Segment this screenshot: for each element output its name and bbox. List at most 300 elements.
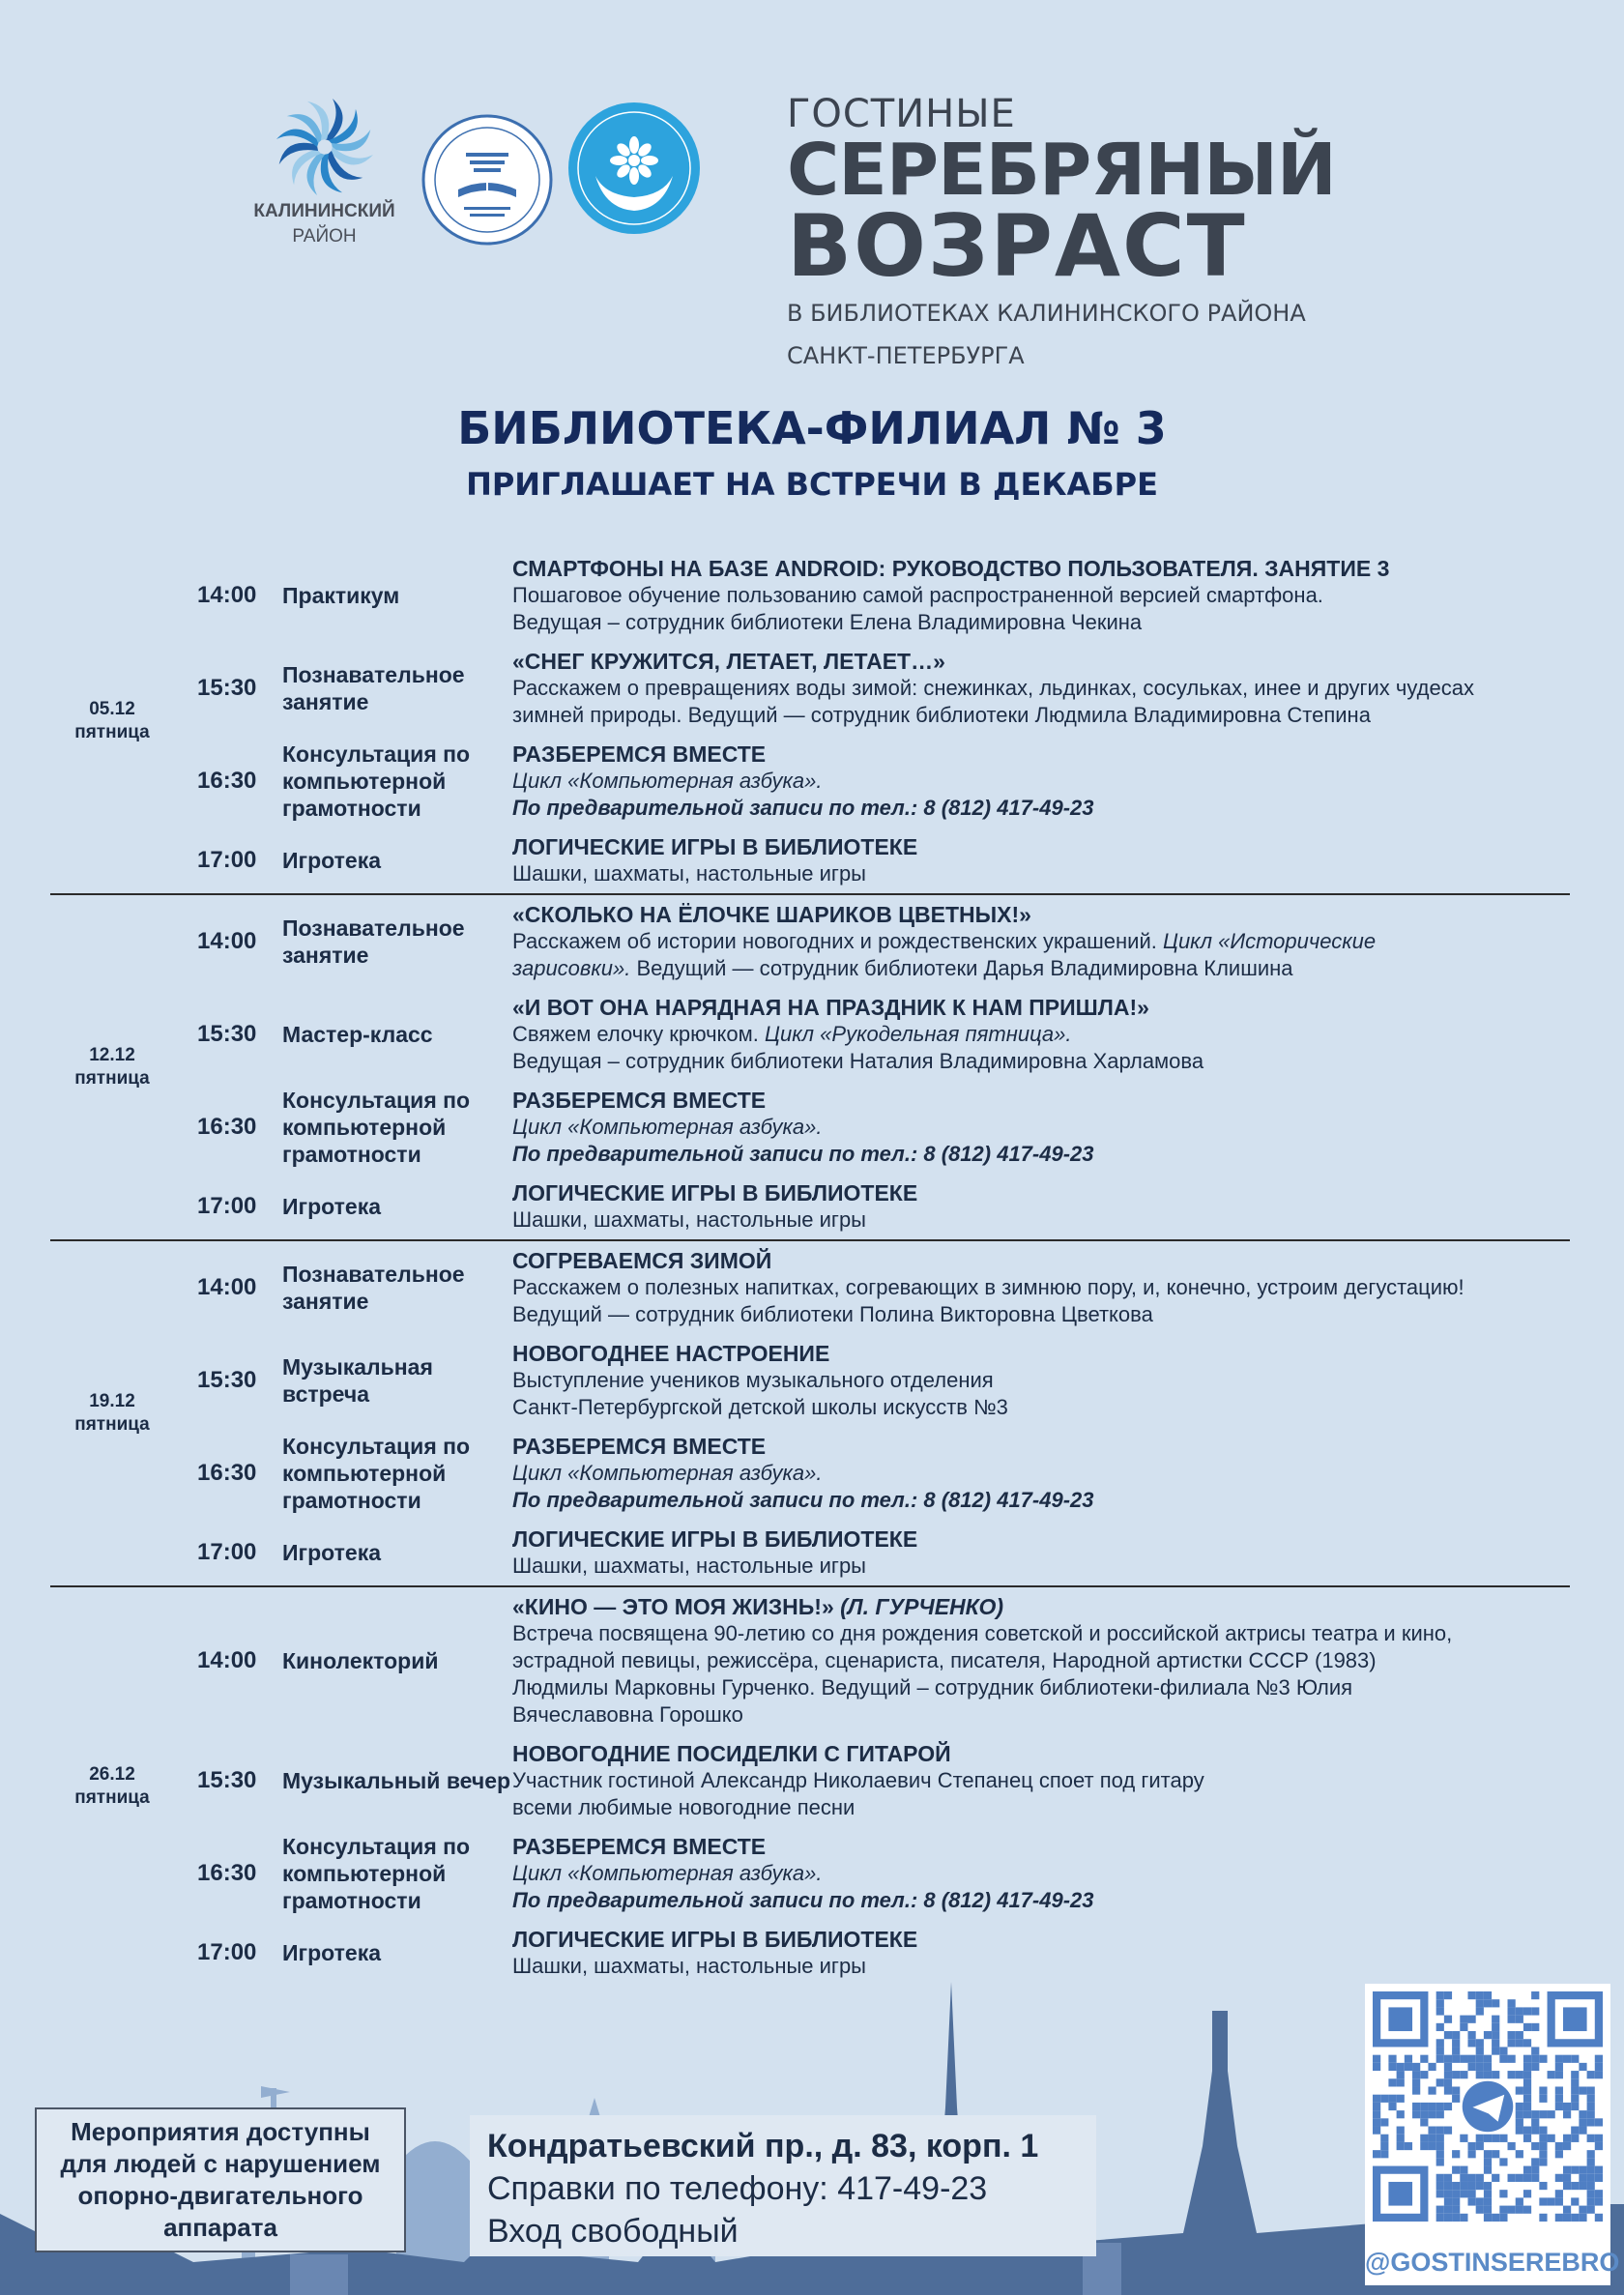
qr-module: [1436, 2103, 1444, 2110]
qr-module: [1579, 2063, 1586, 2071]
qr-module: [1563, 2135, 1571, 2142]
qr-module: [1548, 2110, 1555, 2118]
qr-module: [1388, 2078, 1396, 2086]
qr-module: [1452, 2039, 1460, 2047]
event-line-text: всеми любимые новогодние песни: [512, 1795, 856, 1819]
telegram-handle[interactable]: @GOSTINSEREBRO: [1365, 2248, 1620, 2277]
event-line-text: Ведущий — сотрудник библиотеки Дарья Владимировна Клишина: [630, 956, 1293, 980]
qr-module: [1444, 2086, 1452, 2094]
qr-module: [1555, 2214, 1563, 2222]
day-block: [50, 895, 1570, 1241]
qr-module: [1499, 2047, 1507, 2054]
qr-module: [1460, 2190, 1467, 2197]
qr-module: [1436, 2150, 1444, 2158]
qr-module: [1523, 2078, 1531, 2086]
event-line-text: Свяжем елочку крючком.: [512, 1022, 759, 1046]
event-row: [50, 988, 1570, 1081]
qr-module: [1428, 2086, 1436, 2094]
event-title: [512, 1179, 1570, 1206]
qr-module: [1508, 2174, 1516, 2182]
event-body: [512, 833, 1570, 887]
qr-module: [1492, 2031, 1499, 2039]
qr-module: [1516, 2086, 1523, 2094]
event-title-text: ЛОГИЧЕСКИЕ ИГРЫ В БИБЛИОТЕКЕ: [512, 1180, 918, 1206]
qr-module: [1563, 2142, 1571, 2150]
qr-module: [1539, 2095, 1547, 2103]
qr-module: [1555, 2103, 1563, 2110]
event-title-text: «СКОЛЬКО НА ЁЛОЧКЕ ШАРИКОВ ЦВЕТНЫХ!»: [512, 902, 1031, 927]
event-row: [50, 1334, 1570, 1427]
qr-module: [1484, 2197, 1492, 2205]
kalininsky-swirl-icon: [275, 97, 375, 197]
qr-module: [1467, 2055, 1475, 2063]
event-type: Познавательное занятие: [282, 915, 465, 968]
qr-module: [1476, 2182, 1484, 2190]
silver-age-brand: [787, 93, 1386, 369]
qr-module: [1579, 2214, 1586, 2222]
qr-module: [1516, 2110, 1523, 2118]
qr-module: [1428, 2142, 1436, 2150]
qr-module: [1516, 2071, 1523, 2078]
qr-module: [1452, 2190, 1460, 2197]
qr-module: [1444, 2174, 1452, 2182]
event-type: Игротека: [282, 1940, 381, 1965]
qr-module: [1484, 2031, 1492, 2039]
qr-module: [1452, 2150, 1460, 2158]
qr-module: [1467, 2031, 1475, 2039]
event-type: Игротека: [282, 1194, 381, 1219]
qr-module: [1484, 2071, 1492, 2078]
qr-module: [1492, 2016, 1499, 2023]
qr-module: [1405, 2142, 1412, 2150]
qr-module: [1595, 2214, 1603, 2222]
event-type: Консультация по компьютерной грамотности: [282, 1834, 471, 1913]
qr-module: [1428, 2127, 1436, 2135]
event-body: [512, 555, 1570, 636]
qr-module: [1555, 2142, 1563, 2150]
event-line-cycle: Цикл «Исторические: [1156, 929, 1377, 953]
event-type: Консультация по компьютерной грамотности: [282, 741, 471, 821]
qr-module: [1595, 2174, 1603, 2182]
qr-module: [1587, 2071, 1595, 2078]
event-line: [512, 1460, 1570, 1487]
qr-module: [1484, 2135, 1492, 2142]
page-subtitle: ПРИГЛАШАЕТ НА ВСТРЕЧИ В ДЕКАБРЕ: [466, 466, 1158, 503]
qr-module: [1563, 2206, 1571, 2214]
qr-module: [1436, 2078, 1444, 2086]
event-line-cycle: зарисовки».: [512, 956, 631, 980]
qr-module: [1476, 2135, 1484, 2142]
qr-module: [1467, 2150, 1475, 2158]
event-time: 17:00: [197, 1539, 257, 1565]
qr-module: [1523, 2103, 1531, 2110]
qr-module: [1380, 2095, 1388, 2103]
qr-module: [1444, 1991, 1452, 1999]
event-body: [512, 1525, 1570, 1580]
qr-module: [1595, 2055, 1603, 2063]
event-title: [512, 1433, 1570, 1460]
qr-module: [1548, 2071, 1555, 2078]
event-row: [50, 549, 1570, 642]
day-label: [50, 1241, 174, 1585]
event-line-text: По предварительной записи по тел.: 8 (812) 417-49-23: [512, 796, 1094, 820]
qr-module: [1587, 2110, 1595, 2118]
qr-module: [1508, 2031, 1516, 2039]
brand-line1: ГОСТИНЫЕ: [787, 92, 1016, 136]
qr-module: [1412, 2103, 1420, 2110]
qr-module: [1587, 2095, 1595, 2103]
qr-module: [1436, 2142, 1444, 2150]
event-body: [512, 1087, 1570, 1168]
qr-module: [1539, 2158, 1547, 2165]
event-body: [512, 1179, 1570, 1234]
event-body: [512, 994, 1570, 1075]
qr-module: [1571, 2103, 1579, 2110]
qr-module: [1373, 2150, 1380, 2158]
event-time: 14:00: [197, 928, 257, 954]
qr-module: [1444, 2190, 1452, 2197]
qr-module: [1405, 2063, 1412, 2071]
qr-module: [1563, 2110, 1571, 2118]
event-line: [512, 702, 1570, 729]
event-line: [512, 1206, 1570, 1234]
event-line-text: Санкт-Петербургской детской школы искусств №3: [512, 1395, 1008, 1419]
qr-module: [1492, 2150, 1499, 2158]
qr-module: [1484, 2063, 1492, 2071]
entry-line: Вход свободный: [487, 2213, 739, 2250]
qr-module: [1531, 2110, 1539, 2118]
qr-module: [1595, 2166, 1603, 2174]
brand-line3: ВОЗРАСТ: [787, 196, 1247, 296]
qr-module: [1539, 2214, 1547, 2222]
qr-module: [1571, 2127, 1579, 2135]
qr-module: [1523, 2206, 1531, 2214]
qr-module: [1531, 2063, 1539, 2071]
qr-module: [1531, 2174, 1539, 2182]
event-title-text: СМАРТФОНЫ НА БАЗЕ ANDROID: РУКОВОДСТВО ПОЛЬЗОВАТЕЛЯ. ЗАНЯТИЕ 3: [512, 556, 1390, 581]
qr-module: [1452, 2182, 1460, 2190]
qr-module: [1571, 2197, 1579, 2205]
qr-module: [1579, 2118, 1586, 2126]
qr-code-block[interactable]: [1365, 1984, 1620, 2285]
event-line: [512, 1301, 1570, 1328]
qr-module: [1420, 2110, 1428, 2118]
qr-module: [1587, 2086, 1595, 2094]
event-line-text: Цикл «Компьютерная азбука».: [512, 1115, 823, 1139]
qr-module: [1452, 2047, 1460, 2054]
event-line: [512, 928, 1570, 955]
qr-module: [1476, 2047, 1484, 2054]
event-time: 17:00: [197, 1193, 257, 1219]
qr-module: [1428, 2110, 1436, 2118]
event-line-text: Пошаговое обучение пользованию самой распространенной версией смартфона.: [512, 583, 1323, 607]
qr-module: [1492, 2047, 1499, 2054]
qr-module: [1452, 2031, 1460, 2039]
qr-module: [1587, 2166, 1595, 2174]
qr-module: [1587, 2135, 1595, 2142]
event-line-text: зимней природы. Ведущий — сотрудник библиотеки Людмила Владимировна Степина: [512, 703, 1371, 727]
event-time: 15:30: [197, 1021, 257, 1047]
qr-module: [1523, 2174, 1531, 2182]
day-label: [50, 549, 174, 893]
qr-module: [1444, 2103, 1452, 2110]
qr-module: [1388, 2103, 1396, 2110]
qr-module: [1539, 2142, 1547, 2150]
qr-module: [1428, 2063, 1436, 2071]
qr-module: [1476, 2174, 1484, 2182]
event-line: [512, 1487, 1570, 1514]
event-title: [512, 1525, 1570, 1553]
event-title: [512, 555, 1570, 582]
qr-module: [1571, 2078, 1579, 2086]
event-line: [512, 609, 1570, 636]
qr-module: [1436, 2158, 1444, 2165]
event-row: [50, 1241, 1570, 1334]
day-date: 12.12: [89, 1045, 135, 1065]
qr-module: [1467, 2016, 1475, 2023]
event-title: [512, 833, 1570, 860]
event-time: 17:00: [197, 1939, 257, 1965]
qr-module: [1508, 2206, 1516, 2214]
event-title-text: «КИНО — ЭТО МОЯ ЖИЗНЬ!»: [512, 1594, 834, 1619]
event-title-text: ЛОГИЧЕСКИЕ ИГРЫ В БИБЛИОТЕКЕ: [512, 834, 918, 859]
qr-module: [1436, 2007, 1444, 2015]
event-line-text: Ведущий — сотрудник библиотеки Полина Викторовна Цветкова: [512, 1302, 1153, 1326]
qr-module: [1555, 2190, 1563, 2197]
qr-module: [1531, 2127, 1539, 2135]
qr-module: [1460, 2182, 1467, 2190]
qr-module: [1444, 2055, 1452, 2063]
qr-module: [1444, 2127, 1452, 2135]
qr-module: [1380, 2135, 1388, 2142]
event-title: [512, 1247, 1570, 1274]
event-line: [512, 1553, 1570, 1580]
qr-module: [1523, 2127, 1531, 2135]
qr-module: [1555, 2197, 1563, 2205]
qr-module: [1476, 2039, 1484, 2047]
qr-module: [1579, 2206, 1586, 2214]
event-time: 16:30: [197, 1860, 257, 1886]
qr-module: [1388, 2007, 1412, 2031]
qr-module: [1484, 2214, 1492, 2222]
day-weekday: пятница: [74, 1068, 150, 1089]
event-line-text: Участник гостиной Александр Николаевич Степанец споет под гитару: [512, 1768, 1204, 1792]
qr-module: [1388, 2055, 1396, 2063]
qr-module: [1412, 2110, 1420, 2118]
qr-module: [1579, 2086, 1586, 2094]
qr-module: [1476, 2007, 1484, 2015]
qr-module: [1444, 2016, 1452, 2023]
event-line: [512, 860, 1570, 887]
qr-module: [1436, 2135, 1444, 2142]
event-row: [50, 1427, 1570, 1520]
qr-module: [1516, 2103, 1523, 2110]
qr-module: [1436, 1991, 1444, 1999]
qr-module: [1388, 2182, 1412, 2206]
event-row: [50, 1520, 1570, 1585]
qr-module: [1412, 2086, 1420, 2094]
event-line-text: Шашки, шахматы, настольные игры: [512, 861, 866, 886]
day-weekday: пятница: [74, 1414, 150, 1435]
qr-module: [1444, 2078, 1452, 2086]
day-block: [50, 549, 1570, 895]
qr-module: [1476, 2142, 1484, 2150]
qr-module: [1444, 2063, 1452, 2071]
library-seal-icon: [421, 114, 553, 246]
qr-module: [1484, 2182, 1492, 2190]
qr-module: [1531, 2007, 1539, 2015]
qr-module: [1539, 2110, 1547, 2118]
qr-module: [1380, 2118, 1388, 2126]
qr-module: [1523, 2007, 1531, 2015]
event-title: [512, 741, 1570, 768]
event-title-text: РАЗБЕРЕМСЯ ВМЕСТЕ: [512, 1434, 767, 1459]
qr-module: [1436, 1999, 1444, 2007]
event-title: [512, 1833, 1570, 1860]
event-line: [512, 1647, 1570, 1674]
qr-module: [1397, 2127, 1405, 2135]
qr-module: [1531, 2118, 1539, 2126]
qr-module: [1595, 2135, 1603, 2142]
qr-module: [1436, 2206, 1444, 2214]
qr-module: [1467, 2063, 1475, 2071]
qr-module: [1587, 2190, 1595, 2197]
event-title: [512, 1926, 1570, 1953]
day-weekday: пятница: [74, 722, 150, 742]
qr-module: [1460, 2023, 1467, 2031]
qr-module: [1539, 2055, 1547, 2063]
day-label: [50, 895, 174, 1239]
qr-module: [1563, 2174, 1571, 2182]
qr-module: [1444, 2071, 1452, 2078]
event-line-text: Ведущая – сотрудник библиотеки Елена Владимировна Чекина: [512, 610, 1143, 634]
qr-module: [1492, 2135, 1499, 2142]
day-date: 19.12: [89, 1391, 135, 1411]
day-block: [50, 1587, 1570, 1986]
qr-module: [1484, 2150, 1492, 2158]
event-line-text: По предварительной записи по тел.: 8 (812) 417-49-23: [512, 1142, 1094, 1166]
event-title-text: «И ВОТ ОНА НАРЯДНАЯ НА ПРАЗДНИК К НАМ ПРИШЛА!»: [512, 995, 1149, 1020]
event-row: [50, 1587, 1570, 1734]
qr-module: [1523, 2166, 1531, 2174]
qr-code-icon[interactable]: [1373, 1991, 1603, 2222]
qr-module: [1420, 2103, 1428, 2110]
qr-module: [1579, 2110, 1586, 2118]
qr-module: [1579, 2127, 1586, 2135]
qr-module: [1373, 2095, 1380, 2103]
qr-module: [1444, 2214, 1452, 2222]
qr-module: [1436, 2039, 1444, 2047]
qr-module: [1412, 2071, 1420, 2078]
event-line: [512, 1620, 1570, 1647]
qr-module: [1499, 2135, 1507, 2142]
event-title-text: ЛОГИЧЕСКИЕ ИГРЫ В БИБЛИОТЕКЕ: [512, 1526, 918, 1552]
qr-module: [1563, 2055, 1571, 2063]
event-title-text: РАЗБЕРЕМСЯ ВМЕСТЕ: [512, 741, 767, 767]
qr-module: [1428, 2103, 1436, 2110]
event-body: [512, 1593, 1570, 1729]
event-line: [512, 1794, 1570, 1821]
event-body: [512, 1740, 1570, 1821]
qr-module: [1531, 2158, 1539, 2165]
qr-module: [1499, 2158, 1507, 2165]
qr-module: [1523, 2071, 1531, 2078]
event-title: [512, 1087, 1570, 1114]
event-line-text: Встреча посвящена 90-летию со дня рождения советской и российской актрисы театра и кино,: [512, 1621, 1453, 1645]
qr-module: [1539, 2197, 1547, 2205]
qr-module: [1539, 2135, 1547, 2142]
qr-module: [1587, 2174, 1595, 2182]
event-row: [50, 642, 1570, 735]
qr-module: [1484, 1991, 1492, 1999]
qr-module: [1523, 2055, 1531, 2063]
event-title: [512, 901, 1570, 928]
qr-module: [1516, 2007, 1523, 2015]
event-line-cycle: Цикл «Рукодельная пятница».: [758, 1022, 1072, 1046]
event-line-text: Выступление учеников музыкального отделения: [512, 1368, 994, 1392]
qr-module: [1516, 2127, 1523, 2135]
qr-module: [1531, 2055, 1539, 2063]
event-title: [512, 1740, 1570, 1767]
qr-module: [1555, 2063, 1563, 2071]
event-line-text: эстрадной певицы, режиссёра, сценариста, писателя, Народной артистки СССР (1983): [512, 1648, 1377, 1672]
event-title-text: «СНЕГ КРУЖИТСЯ, ЛЕТАЕТ, ЛЕТАЕТ…»: [512, 649, 945, 674]
qr-module: [1380, 2150, 1388, 2158]
qr-module: [1467, 2142, 1475, 2150]
qr-module: [1523, 2086, 1531, 2094]
event-line: [512, 955, 1570, 982]
event-type: Познавательное занятие: [282, 662, 465, 714]
qr-module: [1428, 2135, 1436, 2142]
qr-module: [1420, 2118, 1428, 2126]
kalininsky-district-logo: [249, 97, 399, 247]
qr-module: [1484, 2206, 1492, 2214]
qr-module: [1476, 2197, 1484, 2205]
qr-module: [1412, 2063, 1420, 2071]
qr-module: [1508, 2039, 1516, 2047]
qr-module: [1452, 2197, 1460, 2205]
qr-module: [1460, 2174, 1467, 2182]
qr-module: [1397, 2063, 1405, 2071]
qr-module: [1587, 2206, 1595, 2214]
event-title: [512, 1593, 1570, 1620]
qr-module: [1523, 2190, 1531, 2197]
qr-module: [1484, 2166, 1492, 2174]
qr-module: [1397, 2071, 1405, 2078]
address-line: Кондратьевский пр., д. 83, корп. 1: [487, 2128, 1039, 2164]
event-row: [50, 1081, 1570, 1174]
qr-module: [1436, 2047, 1444, 2054]
qr-module: [1595, 2118, 1603, 2126]
cbs-library-logo: [421, 114, 553, 250]
qr-module: [1484, 2158, 1492, 2165]
event-type: Кинолекторий: [282, 1648, 439, 1673]
qr-module: [1508, 2071, 1516, 2078]
qr-module: [1420, 2135, 1428, 2142]
qr-module: [1444, 2031, 1452, 2039]
event-line-text: Расскажем о полезных напитках, согревающих в зимнюю пору, и, конечно, устроим дегустацию!: [512, 1275, 1464, 1299]
qr-module: [1508, 1999, 1516, 2007]
event-line: [512, 795, 1570, 822]
qr-module: [1373, 2118, 1380, 2126]
qr-module: [1373, 2127, 1380, 2135]
kalininsky-logo-line1: КАЛИНИНСКИЙ: [253, 201, 395, 221]
qr-module: [1476, 1999, 1484, 2007]
event-body: [512, 1833, 1570, 1914]
qr-module: [1444, 2206, 1452, 2214]
event-line: [512, 1367, 1570, 1394]
qr-module: [1571, 2071, 1579, 2078]
